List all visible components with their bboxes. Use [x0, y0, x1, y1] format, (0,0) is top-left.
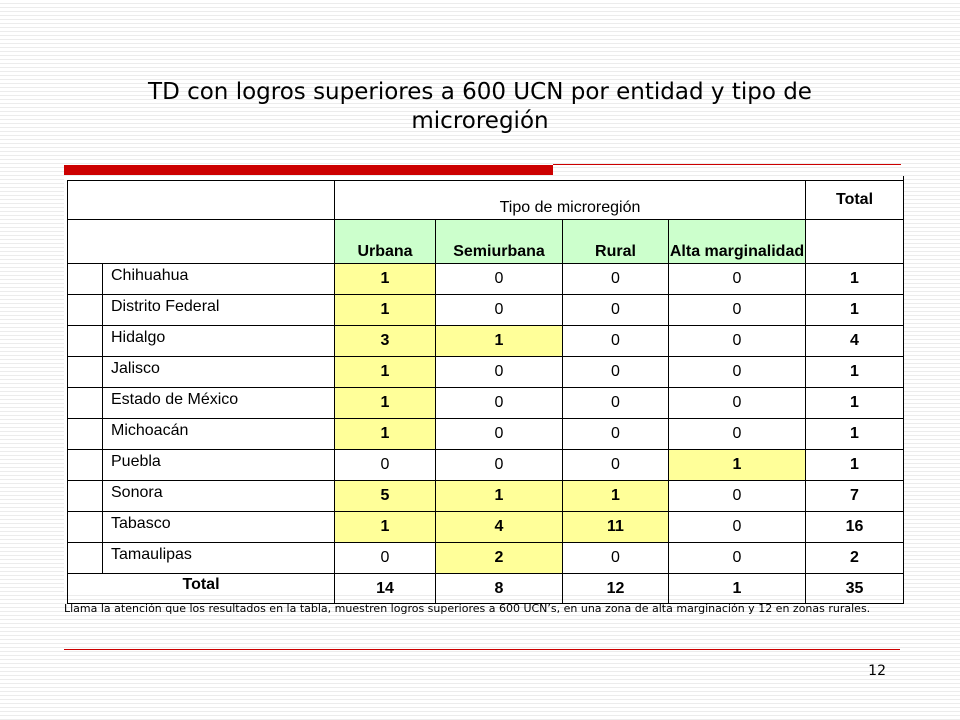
- value-cell: 4: [436, 512, 563, 543]
- header-accent-bar: [64, 165, 553, 175]
- value-cell: 1: [335, 264, 436, 295]
- value-cell: 0: [436, 388, 563, 419]
- column-header-rural: Rural: [563, 220, 669, 264]
- blank-header-cell: [68, 220, 335, 264]
- caption-note: Llama la atención que los resultados en la tabla, muestren logros superiores a 600 UCN’s, en una zona de alta marginación y 12 en zonas rurales.: [64, 602, 871, 615]
- row-spacer-cell: [68, 357, 103, 388]
- table-right-border: [903, 176, 904, 594]
- table-row: [68, 543, 904, 574]
- column-total-cell: 1: [669, 574, 806, 604]
- value-cell: 0: [563, 357, 669, 388]
- value-cell: 0: [335, 543, 436, 574]
- column-total-cell: 8: [436, 574, 563, 604]
- row-total-cell: 4: [806, 326, 904, 357]
- row-total-cell: 1: [806, 357, 904, 388]
- grand-total-cell: 35: [806, 574, 904, 604]
- value-cell: 0: [436, 450, 563, 481]
- table-body: [68, 181, 904, 604]
- state-name-cell: Jalisco: [103, 357, 335, 388]
- header-rule: [553, 164, 901, 165]
- column-header-semiurbana: Semiurbana: [436, 220, 563, 264]
- value-cell: 1: [335, 419, 436, 450]
- value-cell: 0: [563, 326, 669, 357]
- blank-header-cell: [806, 220, 904, 264]
- table-row: [68, 512, 904, 543]
- value-cell: 0: [669, 481, 806, 512]
- table-row: [68, 481, 904, 512]
- value-cell: 0: [563, 450, 669, 481]
- data-table-panel: [64, 176, 904, 597]
- state-name-cell: Estado de México: [103, 388, 335, 419]
- value-cell: 0: [563, 419, 669, 450]
- value-cell: 0: [669, 357, 806, 388]
- row-spacer-cell: [68, 326, 103, 357]
- column-total-cell: 14: [335, 574, 436, 604]
- header-row-1: [68, 181, 904, 220]
- state-name-cell: Chihuahua: [103, 264, 335, 295]
- slide-title: TD con logros superiores a 600 UCN por entidad y tipo de microregión: [148, 79, 812, 134]
- value-cell: 0: [669, 543, 806, 574]
- value-cell: 0: [669, 419, 806, 450]
- value-cell: 0: [563, 388, 669, 419]
- row-spacer-cell: [68, 481, 103, 512]
- total-row-label: Total: [68, 574, 335, 604]
- value-cell: 1: [335, 357, 436, 388]
- state-name-cell: Tabasco: [103, 512, 335, 543]
- value-cell: 1: [335, 512, 436, 543]
- column-total-cell: 12: [563, 574, 669, 604]
- state-name-cell: Tamaulipas: [103, 543, 335, 574]
- total-row: [68, 574, 904, 604]
- blank-header-cell: [68, 181, 335, 220]
- row-total-cell: 1: [806, 388, 904, 419]
- value-cell: 0: [335, 450, 436, 481]
- state-name-cell: Michoacán: [103, 419, 335, 450]
- state-name-cell: Hidalgo: [103, 326, 335, 357]
- row-spacer-cell: [68, 264, 103, 295]
- row-spacer-cell: [68, 543, 103, 574]
- value-cell: 0: [436, 357, 563, 388]
- value-cell: 0: [436, 295, 563, 326]
- state-name-cell: Sonora: [103, 481, 335, 512]
- value-cell: 0: [669, 388, 806, 419]
- value-cell: 1: [335, 295, 436, 326]
- value-cell: 0: [436, 264, 563, 295]
- header-total: Total: [806, 181, 904, 220]
- row-total-cell: 1: [806, 419, 904, 450]
- table-row: [68, 419, 904, 450]
- column-header-alta-marginalidad: Alta marginalidad: [669, 220, 806, 264]
- value-cell: 2: [436, 543, 563, 574]
- state-name-cell: Distrito Federal: [103, 295, 335, 326]
- value-cell: 0: [436, 419, 563, 450]
- value-cell: 5: [335, 481, 436, 512]
- value-cell: 0: [669, 512, 806, 543]
- row-spacer-cell: [68, 419, 103, 450]
- row-total-cell: 2: [806, 543, 904, 574]
- value-cell: 3: [335, 326, 436, 357]
- row-spacer-cell: [68, 388, 103, 419]
- column-header-urbana: Urbana: [335, 220, 436, 264]
- header-row-2: [68, 220, 904, 264]
- row-spacer-cell: [68, 512, 103, 543]
- value-cell: 1: [436, 481, 563, 512]
- table-row: [68, 357, 904, 388]
- value-cell: 11: [563, 512, 669, 543]
- group-header-tipo: Tipo de microregión: [335, 181, 806, 220]
- table-row: [68, 295, 904, 326]
- row-spacer-cell: [68, 295, 103, 326]
- value-cell: 0: [669, 264, 806, 295]
- row-total-cell: 7: [806, 481, 904, 512]
- table-row: [68, 388, 904, 419]
- row-total-cell: 1: [806, 295, 904, 326]
- value-cell: 1: [335, 388, 436, 419]
- row-total-cell: 16: [806, 512, 904, 543]
- value-cell: 0: [669, 295, 806, 326]
- value-cell: 0: [669, 326, 806, 357]
- table-row: [68, 264, 904, 295]
- value-cell: 1: [669, 450, 806, 481]
- value-cell: 0: [563, 295, 669, 326]
- table-row: [68, 326, 904, 357]
- value-cell: 0: [563, 264, 669, 295]
- table-row: [68, 450, 904, 481]
- page-number: 12: [868, 663, 886, 679]
- footer-rule: [64, 649, 900, 650]
- row-spacer-cell: [68, 450, 103, 481]
- state-name-cell: Puebla: [103, 450, 335, 481]
- microregion-table: [67, 180, 904, 604]
- value-cell: 1: [563, 481, 669, 512]
- value-cell: 0: [563, 543, 669, 574]
- row-total-cell: 1: [806, 450, 904, 481]
- value-cell: 1: [436, 326, 563, 357]
- row-total-cell: 1: [806, 264, 904, 295]
